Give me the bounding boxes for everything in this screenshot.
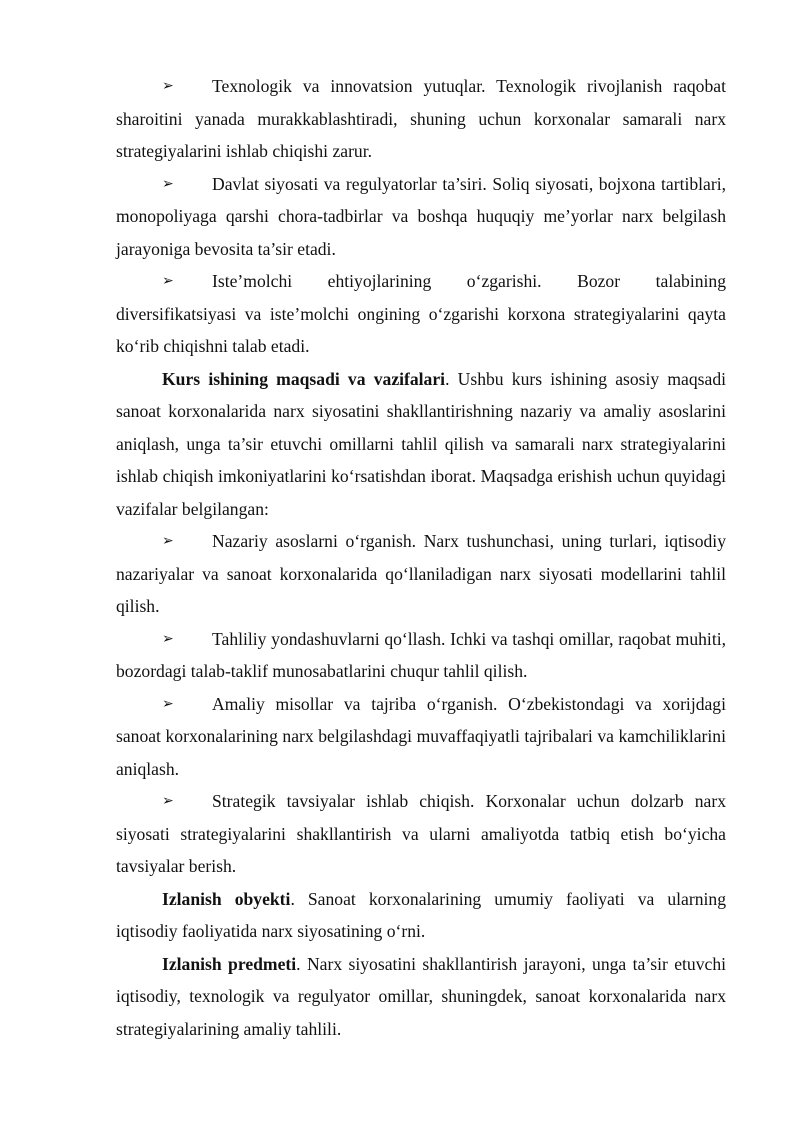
arrowhead-bullet-icon: ➢ [162, 175, 174, 192]
bullet-item-analysis: ➢ Tahliliy yondashuvlarni qo‘llash. Ichki va tashqi omillar, raqobat muhiti, bozordagi talab-taklif munosabatlarini chuqur tahlil qilish. [116, 623, 726, 688]
goal-paragraph [116, 363, 726, 526]
object-heading: Izlanish obyekti [162, 888, 291, 909]
object-paragraph [116, 883, 726, 948]
arrowhead-bullet-icon: ➢ [162, 695, 174, 712]
bullet-item-consumer-needs: ➢ Iste’molchi ehtiyojlarining o‘zgarishi. Bozor talabining diversifikatsiyasi va iste’molchi ongining o‘zgarishi korxona strategiyalarini qayta ko‘rib chiqishni talab etadi. [116, 265, 726, 363]
arrowhead-bullet-icon: ➢ [162, 630, 174, 647]
bullet-item-state-policy: ➢ Davlat siyosati va regulyatorlar ta’siri. Soliq siyosati, bojxona tartiblari, monopoliyaga qarshi chora-tadbirlar va boshqa huquqiy me’yorlar narx belgilash jarayoniga bevosita ta’sir etadi. [116, 168, 726, 266]
bullet-item-technology: ➢ Texnologik va innovatsion yutuqlar. Texnologik rivojlanish raqobat sharoitini yanada murakkablashtiradi, shuning uchun korxonalar samarali narx strategiyalarini ishlab chiqishi zarur. [116, 70, 726, 168]
arrowhead-bullet-icon: ➢ [162, 273, 174, 289]
object-text: . Sanoat korxonalarining umumiy faoliyati va ularning iqtisodiy faoliyatida narx siyosatining o‘rni. [116, 888, 726, 941]
bullet-item-theory: ➢ Nazariy asoslarni o‘rganish. Narx tushunchasi, uning turlari, iqtisodiy nazariyalar va sanoat korxonalarida qo‘llaniladigan narx siyosati modellarini tahlil qilish. [116, 525, 726, 623]
arrowhead-bullet-icon: ➢ [162, 78, 174, 94]
subject-heading: Izlanish predmeti [162, 953, 297, 974]
goal-heading: Kurs ishining maqsadi va vazifalari [162, 368, 446, 389]
arrowhead-bullet-icon: ➢ [162, 793, 174, 809]
document-page [116, 70, 726, 1045]
arrowhead-bullet-icon: ➢ [162, 533, 174, 549]
bullet-item-practice: ➢ Amaliy misollar va tajriba o‘rganish. O‘zbekistondagi va xorijdagi sanoat korxonalarining narx belgilashdagi muvaffaqiyatli tajribalari va kamchiliklarini aniqlash. [116, 688, 726, 786]
bullet-item-recommendations: ➢ Strategik tavsiyalar ishlab chiqish. Korxonalar uchun dolzarb narx siyosati strategiyalarini shakllantirish va ularni amaliyotda tatbiq etish bo‘yicha tavsiyalar berish. [116, 785, 726, 883]
subject-paragraph [116, 948, 726, 1046]
subject-text: . Narx siyosatini shakllantirish jarayoni, unga ta’sir etuvchi iqtisodiy, texnologik va regulyator omillar, shuningdek, sanoat korxonalarida narx strategiyalarining amaliy tahlili. [116, 953, 727, 1039]
goal-text: . Ushbu kurs ishining asosiy maqsadi sanoat korxonalarida narx siyosatini shakllantirishning nazariy va amaliy asoslarini aniqlash, unga ta’sir etuvchi omillarni tahlil qilish va samarali narx strategiyalarini ishlab chiqish imkoniyatlarini ko‘rsatishdan iborat. Maqsadga erishish uchun quyidagi vazifalar belgilangan: [116, 368, 727, 519]
